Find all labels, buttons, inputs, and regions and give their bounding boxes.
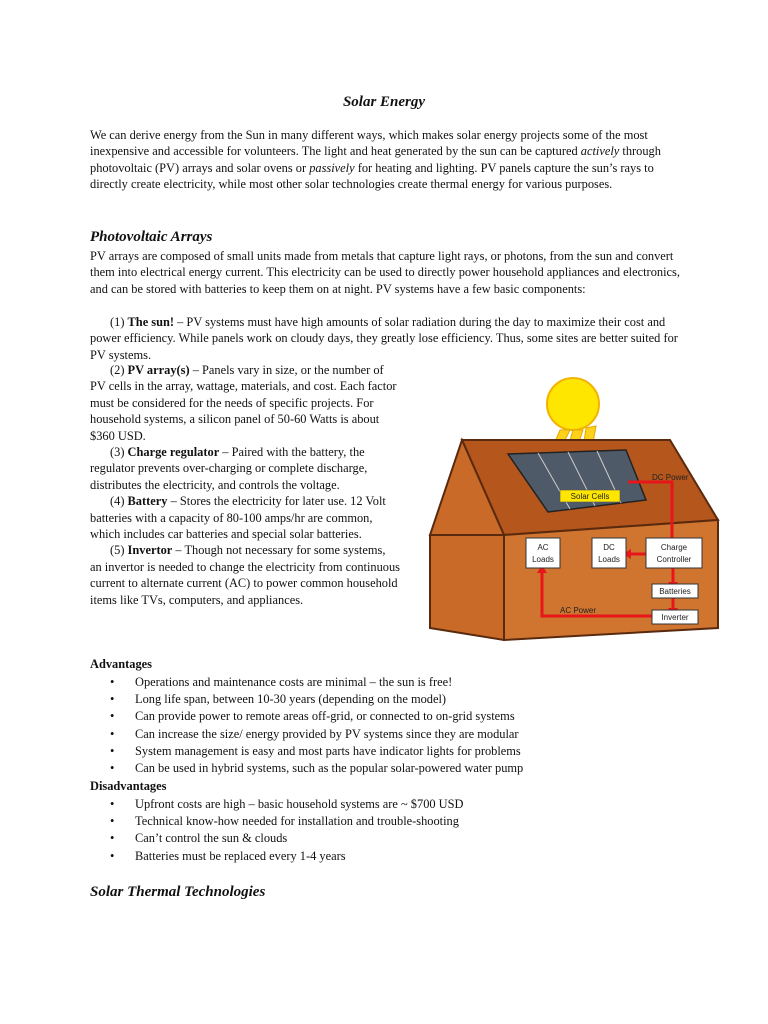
list-item: • Operations and maintenance costs are minimal – the sun is free! bbox=[110, 674, 523, 691]
component-label: PV array(s) bbox=[127, 363, 190, 377]
disadvantages-list bbox=[110, 796, 463, 865]
component-num: (1) bbox=[110, 315, 128, 329]
solar-cells-label: Solar Cells bbox=[570, 492, 610, 501]
component-label: The sun! bbox=[127, 315, 175, 329]
intro-text-3: for heating and lighting. PV panels capture the sun’s rays to directly create electricity, while most other solar technologies create thermal energy for various purposes. bbox=[90, 160, 654, 192]
pv-intro-paragraph: PV arrays are composed of small units made from metals that capture light rays, or photons, from the sun and convert them into electrical energy current. This electricity can be used to directly power household appliances and electronics, and can be stored with batteries to keep them on at night. PV systems have a few basic components: bbox=[90, 249, 680, 296]
list-item: • Upfront costs are high – basic household systems are ~ $700 USD bbox=[110, 796, 463, 813]
intro-text-1: We can derive energy from the Sun in many different ways, which makes solar energy projects some of the most inexpensive and accessible for volunteers. The light and heat generated by the sun can be captured bbox=[90, 128, 648, 159]
charge-controller-label-2: Controller bbox=[656, 555, 692, 564]
advantages-list bbox=[110, 674, 523, 777]
ac-power-label: AC Power bbox=[560, 606, 597, 615]
components-column bbox=[90, 362, 400, 608]
charge-controller-box bbox=[646, 538, 702, 568]
component-label: Charge regulator bbox=[127, 445, 220, 460]
component-num: (2) bbox=[110, 363, 128, 377]
component-num: (3) bbox=[110, 445, 128, 460]
dc-power-label: DC Power bbox=[652, 473, 689, 482]
intro-em-actively: actively bbox=[580, 144, 620, 159]
dc-loads-box bbox=[592, 538, 626, 568]
page-title: Solar Energy bbox=[342, 94, 426, 110]
component-num: (4) bbox=[110, 494, 128, 509]
intro-text-2: through photovoltaic (PV) arrays and solar ovens or bbox=[90, 144, 661, 175]
thermal-heading: Solar Thermal Technologies bbox=[90, 884, 266, 900]
list-item: • Technical know-how needed for installation and trouble-shooting bbox=[110, 813, 463, 830]
component-label: Battery bbox=[127, 494, 168, 509]
list-item: • Can increase the size/ energy provided by PV systems since they are modular bbox=[110, 726, 523, 743]
ac-loads-label-1: AC bbox=[537, 543, 549, 552]
intro-em-passively: passively bbox=[309, 160, 355, 175]
pv-heading: Photovoltaic Arrays bbox=[90, 229, 213, 245]
component-label: Invertor bbox=[127, 543, 173, 558]
component-invertor bbox=[90, 542, 400, 608]
component-num: (5) bbox=[110, 543, 128, 558]
list-item: • Long life span, between 10-30 years (depending on the model) bbox=[110, 691, 523, 708]
component-text: – Stores the electricity for later use. 12 Volt batteries with a capacity of 80-100 amps/hr are common, which includes car batteries and special solar batteries. bbox=[90, 494, 386, 542]
component-pv-array bbox=[90, 362, 400, 444]
intro-paragraph bbox=[90, 127, 682, 193]
advantages-heading: Advantages bbox=[90, 657, 152, 671]
batteries-box bbox=[652, 584, 698, 598]
list-item: • Can be used in hybrid systems, such as the popular solar-powered water pump bbox=[110, 760, 523, 777]
list-item: • Can’t control the sun & clouds bbox=[110, 830, 463, 847]
component-text: – Panels vary in size, or the number of PV cells in the array, wattage, materials, and cost. Each factor must be considered for the needs of specific projects. For household systems, a silicon panel of 50-60 Watts is about $360 USD. bbox=[90, 363, 397, 443]
component-sun bbox=[90, 314, 682, 363]
batteries-label: Batteries bbox=[659, 587, 691, 596]
ac-loads-box bbox=[526, 538, 560, 568]
dc-loads-label-2: Loads bbox=[598, 555, 620, 564]
inverter-label: Inverter bbox=[661, 613, 689, 622]
ac-loads-label-2: Loads bbox=[532, 555, 554, 564]
component-text: – Though not necessary for some systems, an invertor is needed to change the electricity from continuous current to alternate current (AC) to power common household items like TVs, computers, and appliances. bbox=[90, 543, 401, 607]
list-item: • Can provide power to remote areas off-grid, or connected to on-grid systems bbox=[110, 708, 523, 725]
component-battery bbox=[90, 493, 400, 542]
disadvantages-heading: Disadvantages bbox=[90, 779, 167, 793]
dc-loads-label-1: DC bbox=[603, 543, 615, 552]
inverter-box bbox=[652, 610, 698, 624]
component-text: – Paired with the battery, the regulator prevents over-charging or complete discharge, distributes the electricity, and controls the voltage. bbox=[90, 445, 368, 492]
list-item: • Batteries must be replaced every 1-4 years bbox=[110, 848, 463, 865]
pv-house-diagram bbox=[420, 370, 725, 645]
list-item: • System management is easy and most parts have indicator lights for problems bbox=[110, 743, 523, 760]
component-charge-regulator bbox=[90, 444, 400, 493]
component-text: – PV systems must have high amounts of solar radiation during the day to maximize their cost and power efficiency. While panels work on cloudy days, they greatly lose efficiency. Thus, some sites are better suited for PV systems. bbox=[90, 315, 678, 362]
charge-controller-label-1: Charge bbox=[660, 543, 688, 552]
